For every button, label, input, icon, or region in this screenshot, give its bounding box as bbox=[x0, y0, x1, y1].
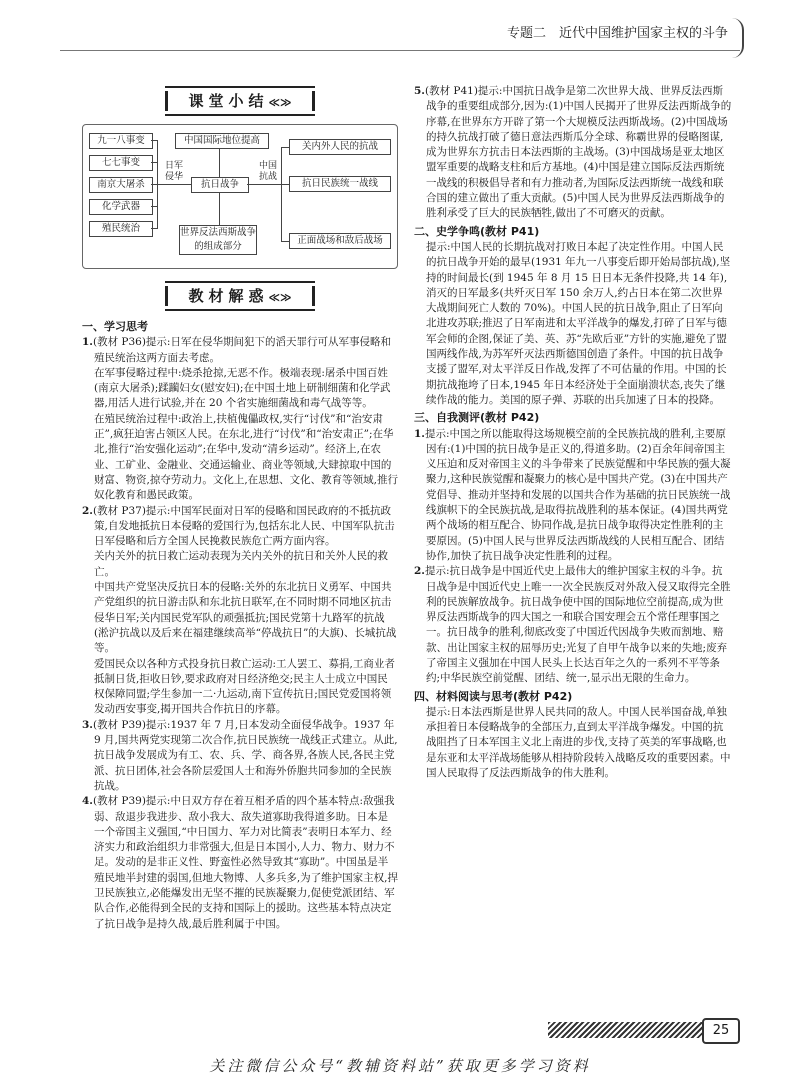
diagram-connector bbox=[219, 149, 220, 177]
item-number: 5. bbox=[414, 85, 425, 97]
answer-paragraph: 关内关外的抗日救亡运动表现为关内关外的抗日和关外人民的救亡。 bbox=[94, 550, 388, 578]
item-number: 4. bbox=[82, 795, 93, 808]
answer-item bbox=[82, 718, 398, 794]
section-heading: 一、学习思考 bbox=[82, 320, 148, 333]
header-rule bbox=[60, 50, 740, 51]
answers-banner-title: 教材解惑 bbox=[188, 287, 269, 305]
item-number: 1. bbox=[82, 336, 93, 349]
diagram-left-item: 七七事变 bbox=[89, 155, 153, 171]
diagram-left-item: 九一八事变 bbox=[89, 133, 153, 149]
footer-hatch-bar bbox=[548, 1022, 724, 1038]
footer-note: 关注微信公众号“教辅资料站”获取更多学习资料 bbox=[209, 1057, 591, 1075]
summary-diagram bbox=[82, 124, 398, 269]
diagram-bottom-box: 世界反法西斯战争的组成部分 bbox=[179, 225, 257, 255]
diagram-left-item: 殖民统治 bbox=[89, 221, 153, 237]
diagram-center-box: 抗日战争 bbox=[191, 177, 249, 193]
answer-item bbox=[82, 794, 398, 932]
diagram-label-left: 日军侵华 bbox=[165, 161, 184, 182]
page-number: 25 bbox=[702, 1018, 740, 1044]
item-text: (教材 P37)提示:中国军民面对日军的侵略和国民政府的不抵抗政策,自发地抵抗日本侵略的爱国行为,包括东北人民、中国军队抗击日军侵略和后方全国人民挽救民族危亡两方面内容。 bbox=[92, 504, 395, 548]
answer-item bbox=[82, 335, 398, 366]
diagram-left-item: 化学武器 bbox=[89, 199, 153, 215]
item-text: (教材 P36)提示:日军在侵华期间犯下的滔天罪行可从军事侵略和殖民统治这两方面去考虑。 bbox=[92, 336, 391, 364]
diagram-connector bbox=[281, 241, 289, 242]
section-heading: 二、史学争鸣(教材 P41) bbox=[414, 224, 540, 238]
answer-item bbox=[82, 504, 398, 550]
diagram-right-item: 抗日民族统一战线 bbox=[289, 176, 391, 192]
diagram-top-box: 中国国际地位提高 bbox=[175, 133, 269, 149]
section-heading: 四、材料阅读与思考(教材 P42) bbox=[414, 689, 573, 703]
answer-item bbox=[414, 84, 732, 222]
item-text: (教材 P39)提示:1937 年 7 月,日本发动全面侵华战争。1937 年 9 月,国共两党实现第二次合作,抗日民族统一战线正式建立。从此,抗日战争发展成为有工、农、兵、学、商各界,各族人民,各民主党派、抗日团体,社会各阶层爱国人士和海外侨胞共同参加的全民族抗战。 bbox=[92, 718, 398, 792]
answer-item bbox=[414, 427, 732, 565]
answer-paragraph: 提示:日本法西斯是世界人民共同的敌人。中国人民举国奋战,单独承担着日本侵略战争的全部压力,直到太平洋战争爆发。中国的抗战阻挡了日本军国主义北上南进的步伐,支持了英美的军事战略,也是东亚和太平洋战场能够从相持阶段转入战略反攻的重要因素。中国人民取得了反法西斯战争的伟大胜利。 bbox=[426, 705, 731, 780]
summary-banner bbox=[165, 86, 315, 116]
diagram-right-item: 关内外人民的抗战 bbox=[289, 139, 391, 155]
answer-item bbox=[414, 564, 732, 686]
diagram-connector bbox=[157, 184, 191, 185]
header-bracket bbox=[732, 18, 744, 58]
item-number: 1. bbox=[414, 427, 425, 440]
item-number: 3. bbox=[82, 718, 93, 731]
answers-banner bbox=[165, 281, 315, 311]
answer-paragraph: 爱国民众以各种方式投身抗日救亡运动:工人罢工、募捐,工商业者抵制日货,拒收日钞,要求政府对日经济绝交;民主人士成立中国民权保障同盟;学生参加一二·九运动,南下宣传抗日;国民党爱国将领发动西安事变,揭开国共合作抗日的序幕。 bbox=[94, 657, 395, 716]
diagram-connector bbox=[219, 193, 220, 225]
diagram-right-item: 正面战场和敌后战场 bbox=[289, 233, 391, 249]
diagram-left-item: 南京大屠杀 bbox=[89, 177, 153, 193]
answer-paragraph: 提示:中国人民的长期抗战对打败日本起了决定性作用。中国人民的抗日战争开始的最早(1931 年九一八事变后即开始局部抗战),坚持的时间最长(到 1945 年 8 月 15 日日本无条件投降,共 14 年),消灭的日军最多(共歼灭日军 150 余万人,约占日本在第二次世界大战期间死亡人数的 70%)。中国人民的抗日战争,阻止了日军向北进攻苏联;推迟了日军南进和太平洋战争的爆发,打碎了日军与德军会师的企图,保证了美、英、苏“先欧后亚”方针的实施,避免了盟国两线作战,为苏军歼灭法西斯德国创造了条件。中国的抗日战争支援了盟军,对太平洋反日作战,发挥了不可估量的作用。中国的长期抗战拖垮了日本,1945 年日本经济处于全面崩溃状态,丧失了继续作战的能力。美国的原子弹、苏联的出兵加速了日本的投降。 bbox=[426, 240, 731, 406]
diagram-connector bbox=[281, 147, 289, 148]
answer-paragraph: 在军事侵略过程中:烧杀抢掠,无恶不作。极端表现:屠杀中国百姓(南京大屠杀);蹂躏妇女(慰安妇);在中国土地上研制细菌和化学武器,用活人进行试验,并在 20 个省实施细菌战和毒气战等等。 bbox=[94, 366, 391, 410]
scroll-icon: ≪≫ bbox=[268, 96, 292, 109]
answer-paragraph: 中国共产党坚决反抗日本的侵略:关外的东北抗日义勇军、中国共产党组织的抗日游击队和东北抗日联军,在不同时期不同地区抗击侵华日军;关内国民党军队的顽强抵抗;国民党第十九路军的抗战(淞沪抗战以及后来在福建继续高举“停战抗日”的大旗)、长城抗战等。 bbox=[94, 581, 397, 655]
diagram-label-right: 中国抗战 bbox=[259, 161, 278, 182]
diagram-connector bbox=[247, 184, 281, 185]
diagram-connector bbox=[281, 147, 282, 241]
diagram-connector bbox=[281, 184, 289, 185]
answer-paragraph: 在殖民统治过程中:政治上,扶植傀儡政权,实行“讨伐”和“治安肃正”,疯狂迫害占领区人民。在东北,进行“讨伐”和“治安肃正”;在华北,推行“治安强化运动”;在华中,发动“清乡运动”。经济上,在农业、工矿业、金融业、交通运输业、商业等领域,大肆掠取中国的财富、物资,掠夺劳动力。文化上,在思想、文化、教育等领域,推行奴化教育和愚民政策。 bbox=[94, 412, 399, 502]
item-text: 提示:中国之所以能取得这场规模空前的全民族抗战的胜利,主要原因有:(1)中国的抗日战争是正义的,得道多助。(2)百余年间帝国主义压迫和反对帝国主义的斗争带来了民族觉醒和中华民族的强大凝聚力,这种民族觉醒和凝聚力的核心是中国共产党。(3)在中国共产党倡导、推动并坚持和发展的以国共合作为基础的抗日民族统一战线旗帜下的全民族抗战,是取得抗战胜利的基本保证。(4)国共两党两个战场的相互配合、协同作战,是抗日战争取得决定性胜利的主要原因。(5)中国人民与世界反法西斯战线的人民相互配合、团结协作,加快了抗日战争决定性胜利的过程。 bbox=[424, 427, 731, 562]
summary-banner-title: 课堂小结 bbox=[188, 92, 269, 110]
header-title: 专题二 近代中国维护国家主权的斗争 bbox=[506, 26, 728, 41]
scroll-icon: ≪≫ bbox=[268, 291, 292, 304]
item-text: 提示:抗日战争是中国近代史上最伟大的维护国家主权的斗争。抗日战争是中国近代史上唯一一次全民族反对外敌入侵又取得完全胜利的民族解放战争。抗日战争使中国的国际地位空前提高,成为世界反法西斯战争的四大国之一和联合国安理会五个常任理事国之一。抗日战争的胜利,彻底改变了中国近代因战争失败而割地、赔款、出让国家主权的屈辱历史;光复了自甲午战争以来的失地;废弃了帝国主义强加在中国人民头上长达百年之久的一系列不平等条约;中华民族空前觉醒、团结、统一,显示出无限的生命力。 bbox=[424, 565, 731, 685]
page-header bbox=[0, 20, 800, 60]
item-text: (教材 P39)提示:中日双方存在着互相矛盾的四个基本特点:敌强我弱、敌退步我进步、敌小我大、敌失道寡助我得道多助。日本是一个帝国主义强国,“中日国力、军力对比简表”表明日本军力、经济实力和政治组织力非常强大,但是日本国小,人力、物力、财力不足。发动的是非正义性、野蛮性必然导致其“寡助”。中国虽是半殖民地半封建的弱国,但地大物博、人多兵多,为了维护国家主权,捍卫民族独立,必能爆发出无坚不摧的民族凝聚力,促使党派团结、军队合作,必能得到全民的支持和国际上的援助。这些基本特点决定了抗日战争是持久战,最后胜利属于中国。 bbox=[92, 795, 399, 930]
section-heading: 三、自我测评(教材 P42) bbox=[414, 411, 540, 425]
right-column bbox=[414, 84, 732, 781]
item-number: 2. bbox=[414, 565, 425, 578]
item-text: (教材 P41)提示:中国抗日战争是第二次世界大战、世界反法西斯战争的重要组成部分,因为:(1)中国人民揭开了世界反法西斯战争的序幕,在世界东方开辟了第一个大规模反法西斯战场。(2)中国战场的持久抗战打破了德日意法西斯瓜分全球、称霸世界的侵略图谋,成为世界东方抗击日本法西斯的主战场。(3)中国战场是亚太地区盟军重要的战略支柱和后方基地。(4)中国是建立国际反法西斯统一战线的积极倡导者和有力推动者,为国际反法西斯统一战线和联合国的建立做出了重大贡献。(5)中国人民为世界反法西斯战争的胜利承受了巨大的民族牺牲,做出了不可磨灭的贡献。 bbox=[424, 85, 732, 220]
left-column bbox=[82, 84, 398, 932]
item-number: 2. bbox=[82, 504, 93, 517]
